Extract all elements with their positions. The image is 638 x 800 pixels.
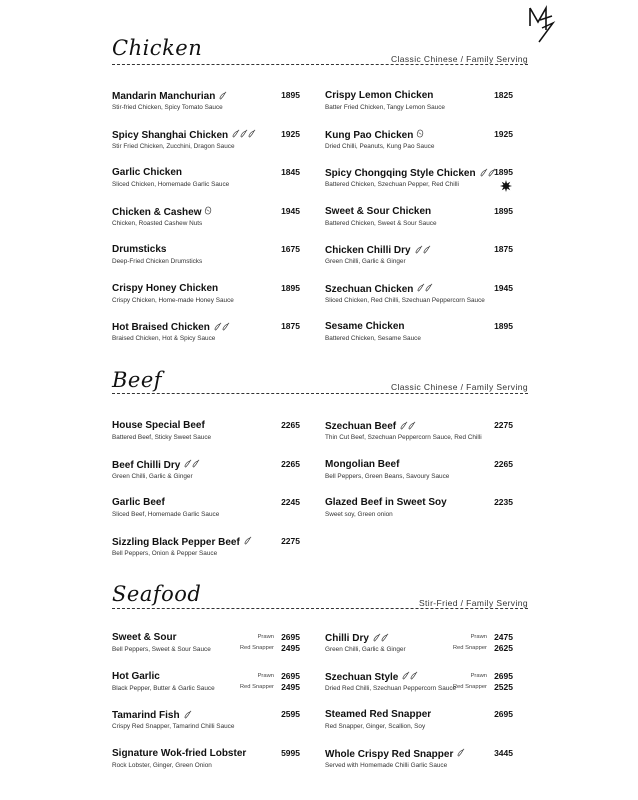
logo-icon — [526, 4, 556, 44]
menu-item-price: 2265 — [281, 420, 300, 430]
menu-item-name — [112, 167, 182, 178]
menu-item-name-text: Spicy Shanghai Chicken — [112, 129, 229, 141]
section-divider — [112, 64, 528, 65]
menu-item-description: Battered Beef, Sticky Sweet Sauce — [112, 434, 212, 441]
menu-item-description: Batter Fried Chicken, Tangy Lemon Sauce — [325, 104, 445, 111]
price-option — [433, 632, 513, 643]
menu-item — [112, 167, 302, 197]
chilli-icon — [414, 244, 430, 255]
menu-item-name-text: Spicy Chongqing Style Chicken — [325, 168, 476, 179]
menu-item-description: Stir-fried Chicken, Spicy Tomato Sauce — [112, 104, 223, 111]
menu-item-price: 3445 — [494, 747, 513, 758]
menu-item-price: 1945 — [281, 205, 300, 216]
menu-item-name-text: Sweet & Sour Chicken — [325, 205, 432, 217]
chilli-icon — [456, 748, 464, 759]
chilli-icon — [218, 90, 226, 101]
menu-item-price: 1875 — [281, 321, 300, 331]
section-divider — [112, 608, 528, 609]
price-options — [220, 671, 300, 693]
menu-item-name — [325, 283, 432, 295]
menu-item-name-text: House Special Beef — [112, 420, 205, 431]
menu-item — [112, 244, 302, 274]
section-subtitle: Classic Chinese / Family Serving — [390, 54, 528, 64]
chilli-icon — [401, 671, 417, 682]
menu-item — [112, 632, 302, 662]
section-divider — [112, 393, 528, 394]
menu-item-description: Sliced Chicken, Homemade Garlic Sauce — [112, 181, 230, 188]
menu-item-description: Battered Chicken, Sweet & Sour Sauce — [325, 219, 437, 227]
price-option-value: 2695 — [494, 670, 513, 681]
menu-item — [112, 459, 302, 489]
chilli-icon — [183, 709, 191, 720]
menu-item-description: Battered Chicken, Sesame Sauce — [325, 335, 421, 342]
menu-item-name-text: Signature Wok-fried Lobster — [112, 747, 247, 759]
section-beef — [112, 368, 528, 568]
price-option-label: Prawn — [470, 672, 487, 679]
menu-item-name — [112, 129, 255, 141]
menu-item-price: 5995 — [281, 747, 300, 758]
menu-item-name — [112, 206, 211, 218]
price-option — [433, 643, 513, 654]
price-option-value: 2495 — [281, 643, 300, 653]
menu-item-name-text: Hot Garlic — [112, 670, 160, 682]
menu-item-price: 1825 — [494, 90, 513, 100]
chilli-icon — [243, 536, 251, 547]
menu-item-description: Thin Cut Beef, Szechuan Peppercorn Sauce, Red Chilli — [325, 434, 482, 441]
menu-item-price: 2235 — [494, 497, 513, 507]
menu-item-name — [325, 244, 430, 256]
menu-item — [112, 748, 302, 778]
price-option-label: Red Snapper — [452, 645, 487, 651]
menu-item-description: Chicken, Roasted Cashew Nuts — [112, 219, 203, 227]
menu-item-description: Bell Peppers, Green Beans, Savoury Sauce — [325, 472, 450, 480]
menu-item-description: Red Snapper, Ginger, Scallion, Soy — [325, 723, 426, 730]
menu-item-name — [325, 709, 431, 720]
menu-item-description: Dried Chilli, Peanuts, Kung Pao Sauce — [325, 142, 435, 150]
menu-item-price: 1895 — [281, 282, 300, 293]
menu-item-price: 1925 — [494, 128, 513, 139]
menu-item-name-text: Sesame Chicken — [325, 321, 405, 332]
menu-item-name-text: Sweet & Sour — [112, 632, 177, 643]
price-option — [433, 671, 513, 682]
menu-item — [112, 129, 302, 159]
price-option-label: Red Snapper — [452, 683, 487, 690]
menu-item — [112, 709, 302, 739]
menu-item — [325, 671, 515, 701]
menu-item-price: 1845 — [281, 167, 300, 177]
menu-item — [325, 420, 515, 450]
chilli-icon — [416, 283, 432, 294]
menu-item-name — [112, 283, 218, 294]
menu-item — [325, 206, 515, 236]
menu-item-name-text: Steamed Red Snapper — [325, 709, 432, 720]
menu-item-price: 1895 — [494, 321, 513, 331]
menu-item — [112, 497, 302, 527]
nut-icon — [416, 129, 423, 140]
price-options — [220, 632, 300, 654]
menu-item-description: Bell Peppers, Sweet & Sour Sauce — [112, 646, 211, 653]
price-option-label: Prawn — [257, 634, 274, 640]
section-title: Seafood — [112, 582, 202, 606]
menu-item-name — [112, 748, 246, 759]
menu-item-description: Crispy Chicken, Home-made Honey Sauce — [112, 296, 234, 304]
chilli-icon — [213, 321, 229, 332]
menu-item-name-text: Mandarin Manchurian — [112, 91, 216, 102]
menu-item-price: 2245 — [281, 497, 300, 507]
menu-item-name-text: Chicken Chilli Dry — [325, 245, 411, 256]
menu-item-name — [325, 321, 405, 332]
menu-item-name-text: Tamarind Fish — [112, 710, 180, 721]
menu-item-description: Crispy Red Snapper, Tamarind Chilli Sauce — [112, 723, 235, 730]
menu-item-name-text: Szechuan Beef — [325, 421, 397, 432]
menu-item-name — [112, 244, 166, 255]
menu-item — [112, 671, 302, 701]
menu-item — [325, 497, 515, 527]
section-title: Beef — [112, 368, 163, 392]
price-option-value: 2475 — [494, 632, 513, 642]
price-option-label: Red Snapper — [239, 645, 274, 651]
menu-item-name — [325, 90, 433, 101]
price-option-value: 2695 — [281, 632, 300, 642]
menu-item — [325, 709, 515, 739]
menu-item-name — [112, 90, 226, 102]
menu-item-price: 1675 — [281, 244, 300, 254]
price-option — [220, 632, 300, 643]
menu-item-name — [112, 632, 176, 643]
menu-item-description: Battered Chicken, Szechuan Pepper, Red Chilli — [325, 181, 459, 188]
price-option-value: 2625 — [494, 643, 513, 653]
menu-item-name — [112, 536, 251, 548]
price-option — [220, 643, 300, 654]
menu-item-description: Sliced Beef, Homemade Garlic Sauce — [112, 511, 220, 518]
section-seafood — [112, 580, 528, 780]
menu-item-name — [325, 167, 495, 179]
menu-item — [112, 420, 302, 450]
menu-item — [112, 536, 302, 566]
menu-item-name-text: Hot Braised Chicken — [112, 322, 210, 333]
menu-item-price: 1925 — [281, 128, 300, 139]
menu-item-name — [112, 497, 165, 508]
menu-item-description: Dried Red Chilli, Szechuan Peppercorn Sauce — [325, 684, 457, 692]
chilli-icon — [183, 459, 199, 470]
menu-item — [325, 632, 515, 662]
menu-item — [325, 90, 515, 120]
menu-item-name-text: Crispy Honey Chicken — [112, 282, 219, 294]
menu-item-name — [112, 420, 205, 431]
menu-item-name — [112, 709, 191, 721]
menu-item-price: 2275 — [494, 420, 513, 430]
menu-item-name-text: Glazed Beef in Sweet Soy — [325, 497, 447, 508]
price-option-label: Prawn — [257, 672, 274, 679]
chilli-icon — [372, 632, 388, 643]
section-subtitle: Classic Chinese / Family Serving — [390, 382, 528, 392]
menu-item-price: 1895 — [281, 90, 300, 100]
price-option — [220, 671, 300, 682]
price-option-value: 2695 — [281, 670, 300, 681]
menu-item-price: 2275 — [281, 535, 300, 546]
price-option-label: Prawn — [470, 634, 487, 640]
menu-item-name-text: Szechuan Style — [325, 671, 399, 683]
menu-item-name — [325, 420, 415, 432]
price-option — [220, 682, 300, 693]
menu-item-name — [325, 459, 399, 470]
menu-item-description: Green Chilli, Garlic & Ginger — [325, 258, 406, 265]
menu-item-description: Green Chilli, Garlic & Ginger — [325, 646, 406, 653]
menu-item-description: Green Chilli, Garlic & Ginger — [112, 472, 193, 480]
menu-item-name-text: Szechuan Chicken — [325, 283, 414, 295]
menu-item-name — [325, 671, 417, 683]
menu-item-name-text: Chicken & Cashew — [112, 206, 202, 218]
menu-item-price: 2265 — [494, 458, 513, 469]
menu-item-name-text: Garlic Beef — [112, 497, 165, 508]
menu-item-description: Stir Fried Chicken, Zucchini, Dragon Sauce — [112, 142, 235, 150]
menu-item-price: 1945 — [494, 282, 513, 293]
menu-item-name-text: Chilli Dry — [325, 633, 369, 644]
menu-item-name — [112, 671, 160, 682]
menu-item-name-text: Drumsticks — [112, 244, 167, 255]
nut-icon — [204, 206, 211, 217]
menu-item-name — [325, 129, 423, 141]
price-option-value: 2495 — [281, 681, 300, 692]
section-chicken — [112, 36, 528, 356]
section-title: Chicken — [112, 36, 203, 60]
menu-item — [325, 321, 515, 351]
menu-item-name — [112, 321, 229, 333]
menu-item — [112, 206, 302, 236]
menu-item — [325, 459, 515, 489]
menu-item — [112, 283, 302, 313]
price-options — [433, 632, 513, 654]
menu-item-name-text: Mongolian Beef — [325, 458, 400, 470]
menu-item-price: 1895 — [494, 205, 513, 216]
menu-item-name-text: Whole Crispy Red Snapper — [325, 748, 454, 760]
price-options — [433, 671, 513, 693]
menu-item-name-text: Beef Chilli Dry — [112, 459, 181, 471]
menu-item-description: Sweet soy, Green onion — [325, 511, 393, 518]
price-option-label: Red Snapper — [239, 683, 274, 690]
menu-item-name-text: Kung Pao Chicken — [325, 129, 414, 141]
menu-item-name — [325, 632, 388, 644]
menu-item-description: Black Pepper, Butter & Garlic Sauce — [112, 684, 215, 692]
menu-item-name — [325, 206, 431, 217]
menu-item — [325, 129, 515, 159]
menu-item-description: Served with Homemade Chilli Garlic Sauce — [325, 761, 448, 769]
menu-item-name-text: Crispy Lemon Chicken — [325, 90, 434, 101]
menu-item — [325, 283, 515, 313]
menu-item-description: Bell Peppers, Onion & Pepper Sauce — [112, 549, 218, 557]
menu-item-name-text: Garlic Chicken — [112, 167, 183, 178]
menu-item — [112, 321, 302, 351]
chilli-icon — [479, 167, 495, 178]
menu-item-description: Rock Lobster, Ginger, Green Onion — [112, 761, 212, 769]
menu-item-price: 1875 — [494, 244, 513, 254]
menu-item-name — [325, 497, 447, 508]
menu-item-description: Sliced Chicken, Red Chilli, Szechuan Peppercorn Sauce — [325, 296, 485, 304]
price-option-value: 2525 — [494, 681, 513, 692]
menu-item — [112, 90, 302, 120]
menu-item-price: 2695 — [494, 709, 513, 719]
section-subtitle: Stir-Fried / Family Serving — [418, 598, 528, 608]
spicy-badge-icon — [500, 179, 512, 191]
menu-item — [325, 748, 515, 778]
menu-item-price: 2595 — [281, 709, 300, 719]
menu-item — [325, 244, 515, 274]
menu-item-name — [112, 459, 199, 471]
menu-item-name-text: Sizzling Black Pepper Beef — [112, 536, 240, 548]
menu-item-description: Braised Chicken, Hot & Spicy Sauce — [112, 335, 216, 342]
chilli-icon — [231, 129, 255, 140]
price-option — [433, 682, 513, 693]
menu-item-price: 1895 — [494, 167, 513, 177]
chilli-icon — [399, 420, 415, 431]
menu-item-price: 2265 — [281, 458, 300, 469]
menu-item-name — [325, 748, 464, 760]
menu-item — [325, 167, 515, 197]
menu-item-description: Deep-Fried Chicken Drumsticks — [112, 258, 203, 265]
